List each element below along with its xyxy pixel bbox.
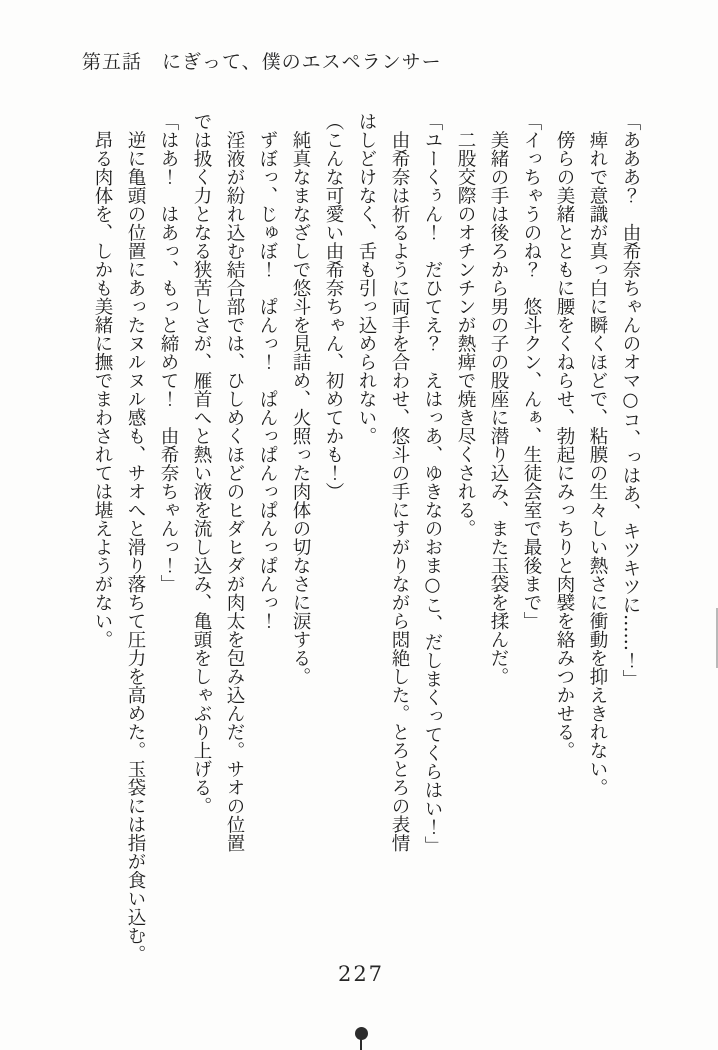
body-column: 「はあ！ はあっ、もっと締めて！ 由希奈ちゃんっ！」 [158,112,179,593]
body-column: 昂る肉体を、しかも美緒に撫でまわされては堪えようがない。 [92,112,113,649]
body-column: ずぼっ、じゅぼ！ ぱんっ！ ぱんっぱんっぱんっぱんっ！ [257,112,278,630]
body-column: では扱く力となる狭苦しさが、雁首へと熱い液を流し込み、亀頭をしゃぶり上げる。 [191,112,212,815]
body-column: 「イっちゃうのね？ 悠斗クン、んぁ、生徒会室で最後まで」 [521,112,542,630]
body-column: 美緒の手は後ろから男の子の股座に潜り込み、また玉袋を揉んだ。 [488,112,509,686]
body-column: 傍らの美緒とともに腰をくねらせ、勃起にみっちりと肉襞を絡みつかせる。 [554,112,575,760]
body-column: 痺れで意識が真っ白に瞬くほどで、粘膜の生々しい熱さに衝動を抑えきれない。 [587,112,608,797]
body-column: 純真なまなざしで悠斗を見詰め、火照った肉体の切なさに涙する。 [290,112,311,686]
body-column: 逆に亀頭の位置にあったヌルヌル感も、サオへと滑り落ちて圧力を高めた。玉袋には指が食い込む。 [125,112,146,963]
chapter-header: 第五話 にぎって、僕のエスペランサー [82,51,442,73]
body-column: 淫液が紛れ込む結合部では、ひしめくほどのヒダヒダが肉太を包み込んだ。サオの位置 [224,112,245,852]
body-column: 「ユーくぅん！ だひてえ？ えはっあ、ゆきなのおま○こ、だしまくってくらはい！」 [422,112,443,855]
body-column: はしどけなく、舌も引っ込められない。 [356,112,377,445]
body-column: 由希奈は祈るように両手を合わせ、悠斗の手にすがりながら悶絶した。とろとろの表情 [389,112,410,852]
binding-stem-mark [360,1039,362,1050]
body-column: 「あああ？ 由希奈ちゃんのオマ○コ、っはあ、キツキツに……！」 [620,112,641,688]
body-column: （こんな可愛い由希奈ちゃん、初めてかも！） [323,112,344,501]
body-column: 二股交際のオチンチンが熱痺で焼き尽くされる。 [455,112,476,538]
page-number: 227 [337,962,385,986]
body-text [86,112,647,984]
